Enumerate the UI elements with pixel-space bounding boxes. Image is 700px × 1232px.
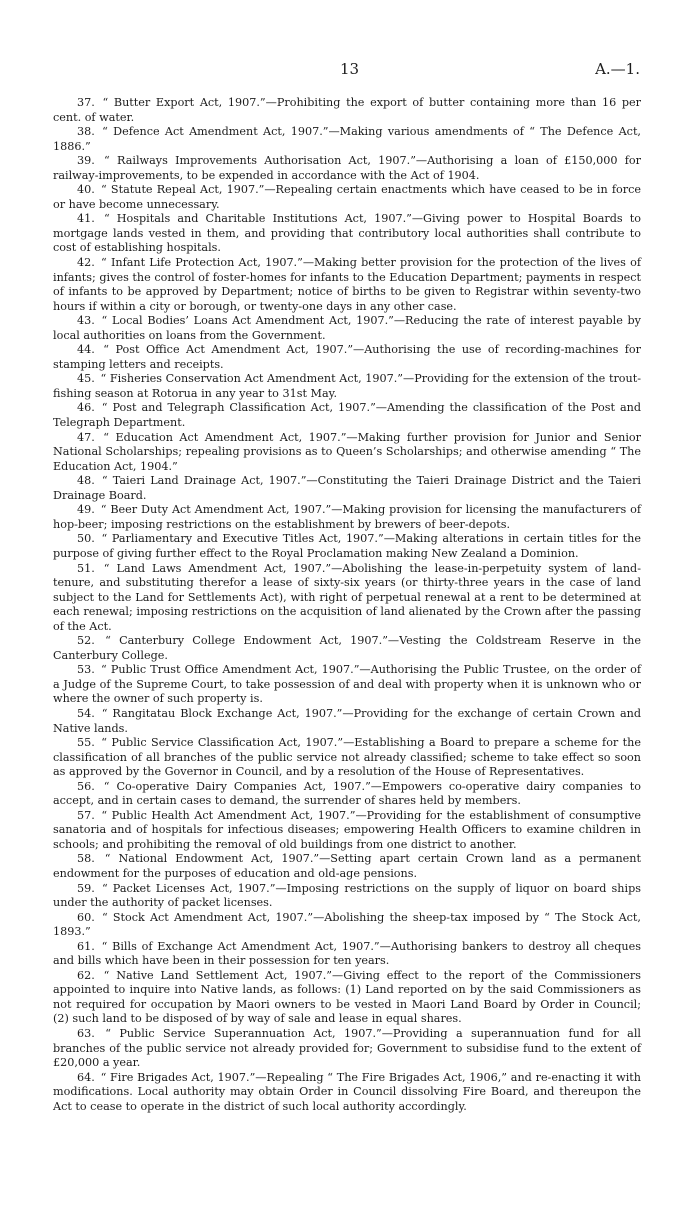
act-entry: [53, 503, 641, 532]
act-number: 53.: [77, 663, 95, 677]
act-entry: [53, 431, 641, 475]
document-body: [53, 96, 641, 1114]
act-text: “ Public Trust Office Amendment Act, 1907.”—Authorising the Public Trustee, on the order of a Judge of the Supreme Court, to take possession of and deal with property when it is unknown who or where the owner of such property is.: [53, 663, 641, 706]
act-text: “ Hospitals and Charitable Institutions Act, 1907.”—Giving power to Hospital Boards to mortgage lands vested in them, and providing that contributory local authorities shall contribute to cost of establishing hospitals.: [53, 212, 641, 255]
act-number: 54.: [77, 706, 95, 720]
act-number: 40.: [77, 183, 95, 197]
act-entry: [53, 1027, 641, 1071]
document-reference: A.—1.: [595, 60, 640, 78]
act-entry: [53, 474, 641, 503]
page-number: 13: [340, 60, 360, 78]
act-number: 48.: [77, 474, 95, 488]
act-text: “ Infant Life Protection Act, 1907.”—Making better provision for the protection of the lives of infants; gives the control of foster-homes for infants to the Education Department; payments in respect of infants to be approved by Department; notice of births to be given to Registrar within seventy-two hours if within a city or borough, or twenty-one days in any other case.: [53, 256, 642, 313]
act-entry: [53, 532, 641, 561]
act-number: 61.: [77, 939, 95, 953]
act-number: 56.: [77, 779, 95, 793]
act-entry: [53, 314, 641, 343]
act-number: 52.: [77, 634, 95, 648]
act-number: 57.: [77, 808, 95, 822]
act-text: “ Fisheries Conservation Act Amendment Act, 1907.”—Providing for the extension of the trout-fishing season at Rotorua in any year to 31st May.: [53, 372, 642, 400]
act-text: “ Fire Brigades Act, 1907.”—Repealing “ The Fire Brigades Act, 1906,” and re-enacting it with modifications. Local authority may obtain Order in Council dissolving Fire Board, and thereupon the Act to cease to operate in the district of such local authority accordingly.: [53, 1070, 641, 1113]
act-entry: [53, 343, 641, 372]
act-entry: [53, 809, 641, 853]
act-number: 60.: [77, 910, 95, 924]
act-entry: [53, 911, 641, 940]
act-text: “ Stock Act Amendment Act, 1907.”—Abolishing the sheep-tax imposed by “ The Stock Act, 1893.”: [53, 910, 641, 939]
act-text: “ Land Laws Amendment Act, 1907.”—Abolishing the lease-in-perpetuity system of land-tenure, and substituting therefor a lease of sixty-six years (or thirty-three years in the case of land subject to the Land for Settlements Act), with right of perpetual renewal at a rent to be determined at each renewal; imposing restrictions on the acquisition of land alienated by the Crown after the passing of the Act.: [53, 561, 641, 633]
act-number: 45.: [77, 372, 95, 386]
act-text: “ Railways Improvements Authorisation Act, 1907.”—Authorising a loan of £150,000 for railway-improvements, to be expended in accordance with the Act of 1904.: [53, 154, 641, 182]
act-entry: [53, 183, 641, 212]
act-number: 51.: [77, 561, 95, 575]
act-number: 39.: [77, 154, 95, 168]
act-number: 59.: [77, 881, 95, 895]
act-text: “ Defence Act Amendment Act, 1907.”—Making various amendments of “ The Defence Act, 1886.”: [53, 125, 641, 153]
act-number: 44.: [77, 343, 95, 357]
act-text: “ Canterbury College Endowment Act, 1907.”—Vesting the Coldstream Reserve in the Canterbury College.: [53, 634, 641, 662]
act-entry: [53, 707, 641, 736]
act-entry: [53, 154, 641, 183]
act-entry: [53, 256, 641, 314]
act-number: 49.: [77, 503, 95, 517]
act-number: 37.: [77, 96, 95, 109]
act-text: “ Beer Duty Act Amendment Act, 1907.”—Making provision for licensing the manufacturers of hop-beer; imposing restrictions on the establishment by brewers of beer-depots.: [53, 503, 641, 531]
act-number: 43.: [77, 314, 95, 328]
act-number: 58.: [77, 852, 95, 866]
act-number: 50.: [77, 532, 95, 546]
act-entry: [53, 882, 641, 911]
act-number: 46.: [77, 401, 95, 415]
act-entry: [53, 562, 641, 635]
act-text: “ Public Service Superannuation Act, 1907.”—Providing a superannuation fund for all branches of the public service not already provided for; Government to subsidise fund to the extent of £20,000 a year.: [53, 1027, 641, 1070]
act-number: 62.: [77, 968, 95, 982]
act-text: “ Packet Licenses Act, 1907.”—Imposing restrictions on the supply of liquor on board ships under the authority of packet licenses.: [53, 881, 641, 910]
act-text: “ Statute Repeal Act, 1907.”—Repealing certain enactments which have ceased to be in force or have become unnecessary.: [53, 183, 641, 211]
act-text: “ Butter Export Act, 1907.”—Prohibiting the export of butter containing more than 16 per cent. of water.: [53, 96, 642, 124]
act-entry: [53, 663, 641, 707]
act-text: “ Taieri Land Drainage Act, 1907.”—Constituting the Taieri Drainage District and the Taieri Drainage Board.: [53, 474, 641, 502]
act-text: “ National Endowment Act, 1907.”—Setting apart certain Crown land as a permanent endowment for the purposes of education and old-age pensions.: [53, 852, 641, 880]
act-entry: [53, 780, 641, 809]
act-entry: [53, 969, 641, 1027]
act-text: “ Bills of Exchange Act Amendment Act, 1907.”—Authorising bankers to destroy all cheques and bills which have been in their possession for ten years.: [53, 939, 641, 968]
act-text: “ Education Act Amendment Act, 1907.”—Making further provision for Junior and Senior National Scholarships; repealing provisions as to Queen’s Scholarships; and otherwise amending “ The Education Act, 1904.”: [53, 430, 642, 473]
page-header: [0, 60, 700, 82]
act-entry: [53, 212, 641, 256]
act-number: 64.: [77, 1070, 95, 1084]
act-text: “ Parliamentary and Executive Titles Act, 1907.”—Making alterations in certain titles for the purpose of giving further effect to the Royal Proclamation making New Zealand a Dominion.: [53, 532, 641, 560]
act-text: “ Public Service Classification Act, 1907.”—Establishing a Board to prepare a scheme for the classification of all branches of the public service not already classified; scheme to take effect so soon as approved by the Governor in Council, and by a resolution of the House of Representatives.: [53, 736, 641, 779]
act-number: 42.: [77, 256, 95, 270]
act-text: “ Co-operative Dairy Companies Act, 1907.”—Empowers co-operative dairy companies to accept, and in certain cases to demand, the surrender of shares held by members.: [53, 779, 641, 808]
act-entry: [53, 401, 641, 430]
act-text: “ Post and Telegraph Classification Act, 1907.”—Amending the classification of the Post and Telegraph Department.: [53, 401, 641, 430]
act-number: 47.: [77, 430, 95, 444]
act-text: “ Rangitatau Block Exchange Act, 1907.”—Providing for the exchange of certain Crown and Native lands.: [53, 706, 641, 735]
act-text: “ Public Health Act Amendment Act, 1907.”—Providing for the establishment of consumptive sanatoria and of hospitals for infectious diseases; empowering Health Officers to examine children in schools; and prohibiting the removal of old buildings from one district to another.: [53, 808, 641, 851]
act-number: 38.: [77, 125, 95, 139]
act-entry: [53, 125, 641, 154]
act-text: “ Local Bodies’ Loans Act Amendment Act, 1907.”—Reducing the rate of interest payable by local authorities on loans from the Government.: [53, 314, 641, 342]
act-entry: [53, 96, 641, 125]
act-entry: [53, 940, 641, 969]
act-number: 55.: [77, 736, 95, 750]
act-entry: [53, 852, 641, 881]
act-entry: [53, 372, 641, 401]
act-text: “ Post Office Act Amendment Act, 1907.”—Authorising the use of recording-machines for stamping letters and receipts.: [53, 343, 642, 371]
act-entry: [53, 1071, 641, 1115]
act-number: 41.: [77, 212, 95, 226]
act-entry: [53, 634, 641, 663]
act-text: “ Native Land Settlement Act, 1907.”—Giving effect to the report of the Commissioners appointed to inquire into Native lands, as follows: (1) Land reported on by the said Commissioners as not required for occupation by Maori owners to be vested in Maori Land Board by Order in Council; (2) such land to be disposed of by way of sale and lease in equal shares.: [53, 968, 642, 1026]
act-number: 63.: [77, 1027, 95, 1040]
act-entry: [53, 736, 641, 780]
